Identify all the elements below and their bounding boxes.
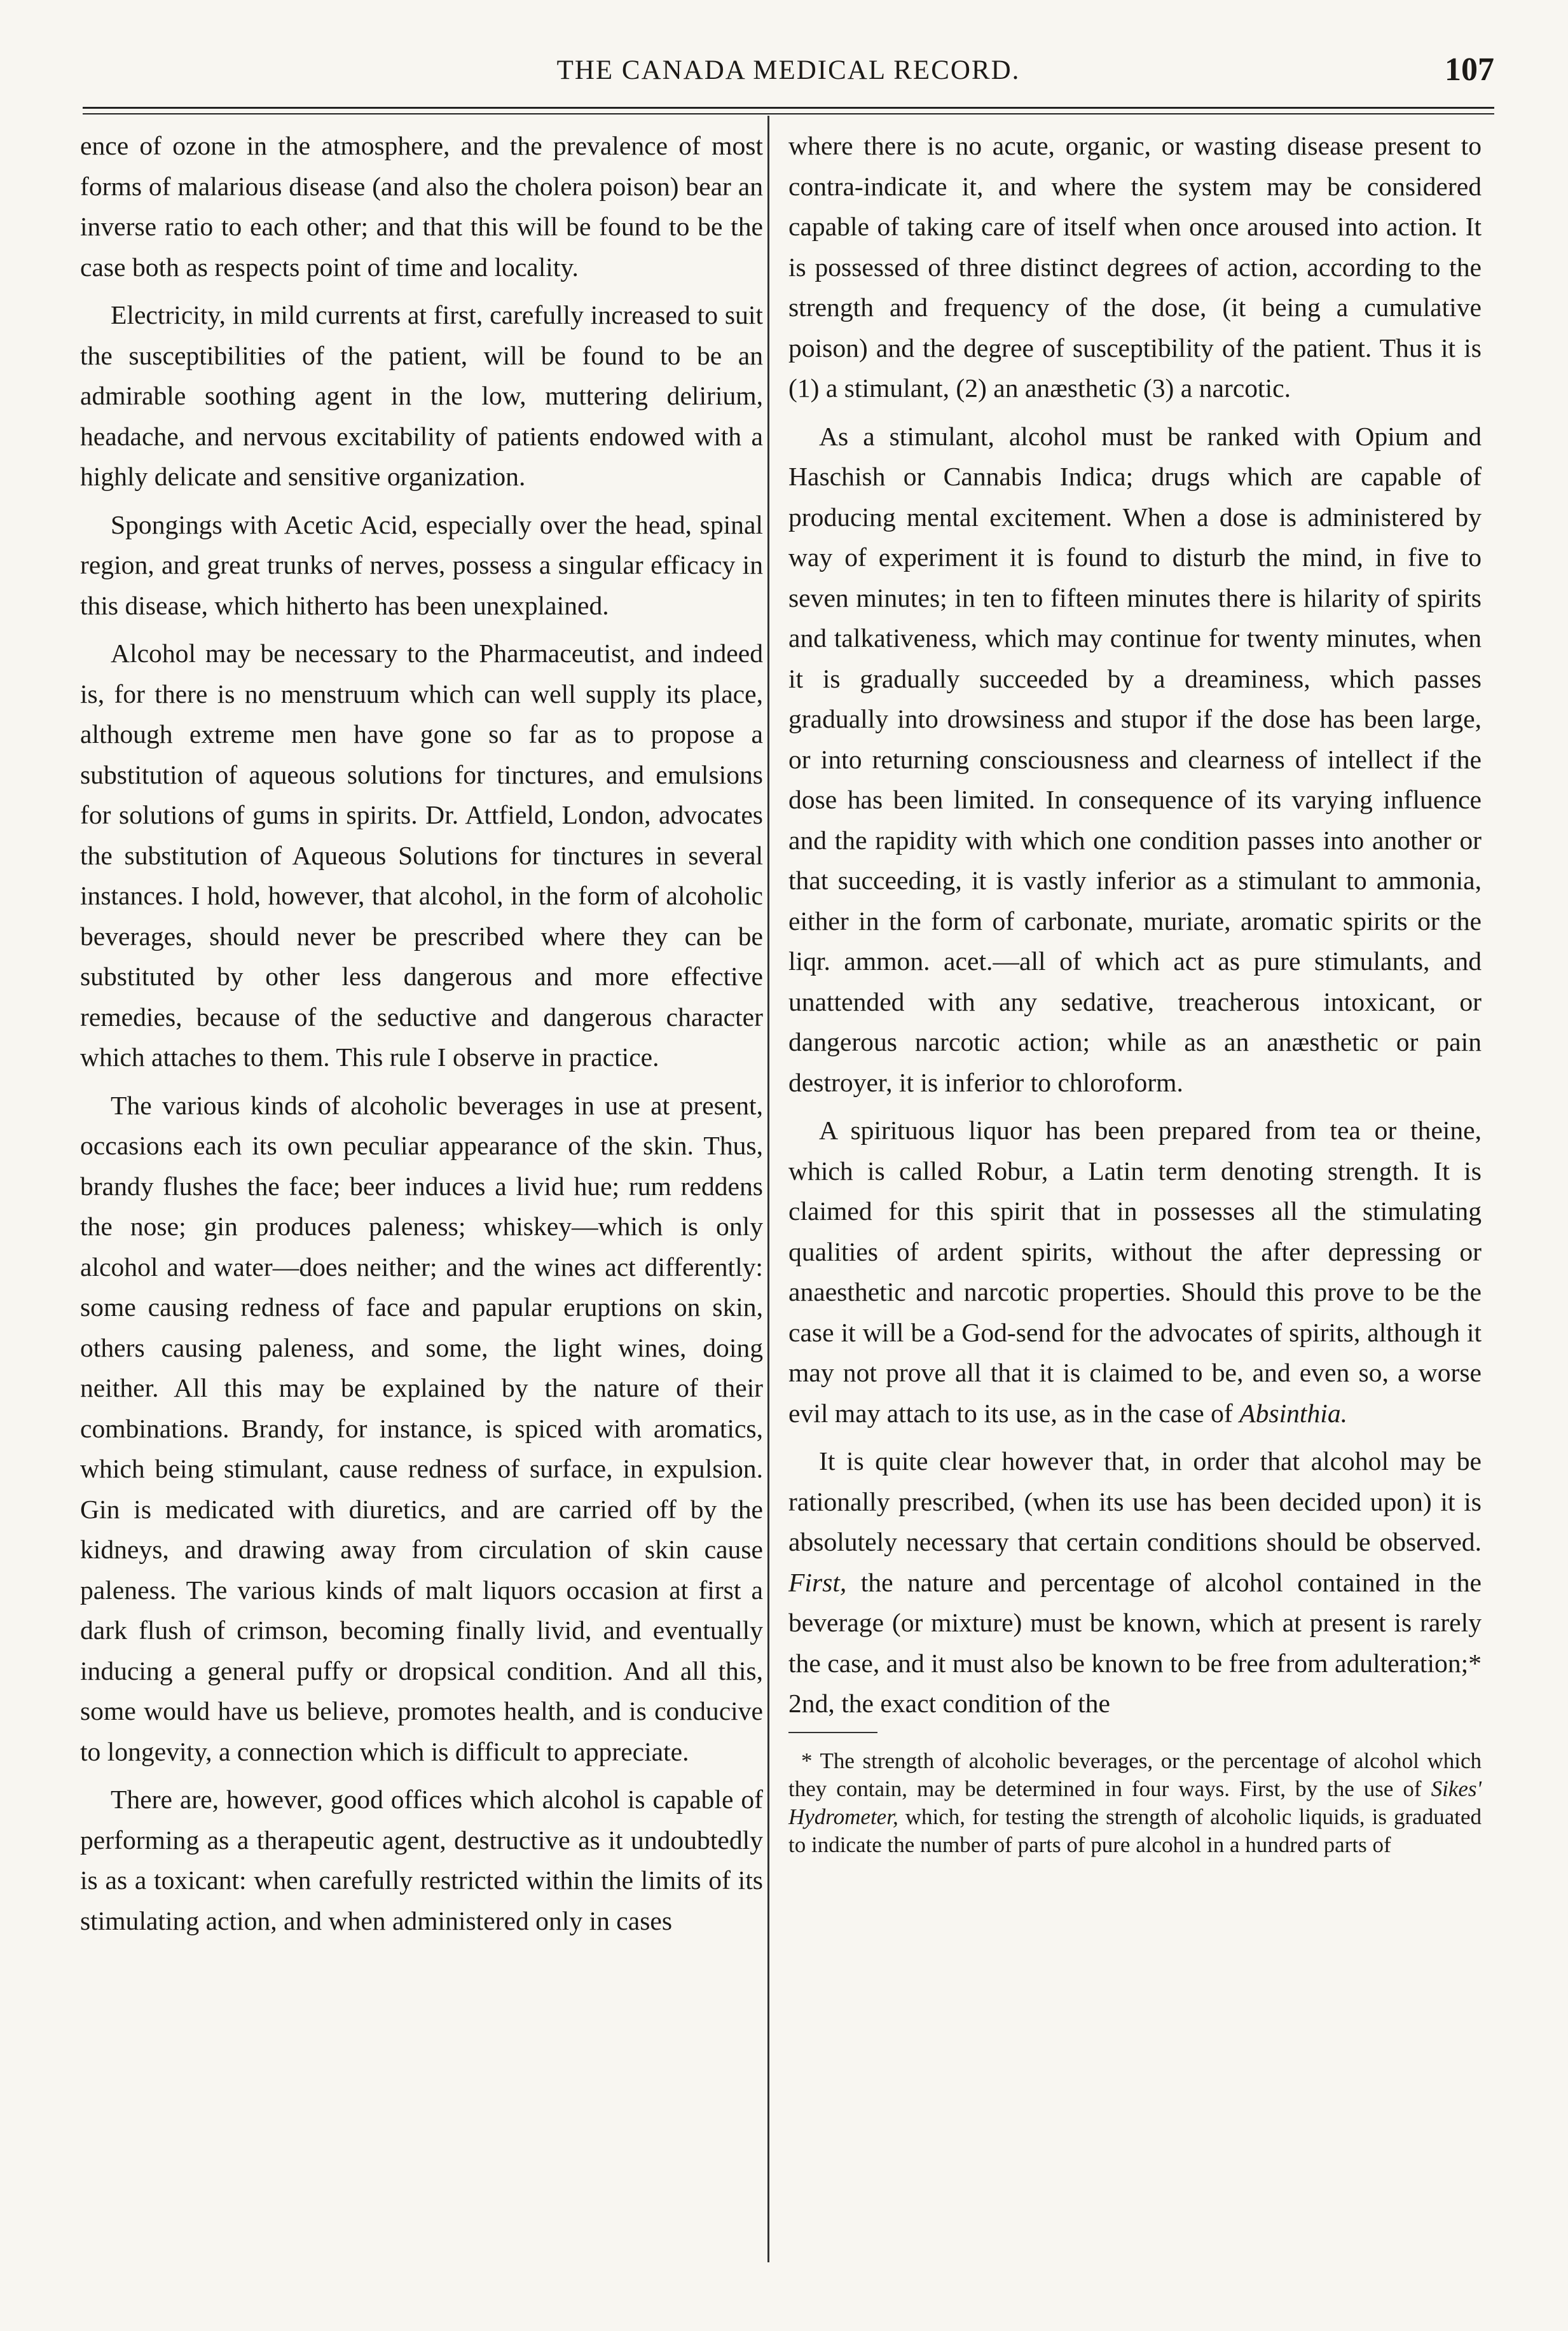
paragraph-electricity: Electricity, in mild currents at first, carefully increased to suit the susceptibilities of the patient, will be found to be an admirable soothing agent in the low, muttering delirium, headache, and nervous excitability of patients endowed with a highly delicate and sensitive organization. — [80, 300, 763, 491]
journal-title: THE CANADA MEDICAL RECORD. — [556, 55, 1021, 85]
paragraph-stimulant: As a stimulant, alcohol must be ranked with Opium and Haschish or Cannabis Indica; drugs which are capable of producing mental excitement. When a dose is administered by way of experiment it is found to disturb the mind, in five to seven minutes; in ten to fifteen minutes there is hilarity of spirits and talkativeness, which may continue for twenty minutes, when it is gradually succeeded by a dreaminess, which passes gradually into drowsiness and stupor if the dose has been large, or into returning consciousness and clearness of intellect if the dose has been limited. In consequence of its varying influence and the rapidity with which one condition passes into another or that succeeding, it is vastly inferior as a stimulant to ammonia, either in the form of carbonate, muriate, aromatic spirits or the liqr. ammon. acet.—all of which act as pure stimulants, and unattended with any sedative, treacherous intoxicant, or dangerous narcotic action; while as an anæsthetic or pain destroyer, it is inferior to chloroform. — [788, 421, 1482, 1097]
page-number: 107 — [1445, 52, 1494, 88]
paragraph-degrees-of-action: where there is no acute, organic, or wasting disease present to contra-indicate it, and where the system may be considered capable of taking care of itself when once aroused into action. It is possessed of three distinct degrees of action, according to the strength and frequency of the dose, (it being a cumulative poison) and the degree of susceptibility of the patient. Thus it is (1) a stimulant, (2) an anæsthetic (3) a narcotic. — [788, 131, 1482, 403]
footnote — [788, 1747, 1482, 1859]
paragraph-good-offices: There are, however, good offices which alcohol is capable of performing as a therapeutic agent, destructive as it undoubtedly is as a toxicant: when carefully restricted within the limits of its stimulating action, and when administered only in cases — [80, 1785, 763, 1935]
running-header — [83, 50, 1494, 94]
column-divider — [767, 116, 769, 2262]
paragraph-alcohol-pharmaceutist: Alcohol may be necessary to the Pharmaceutist, and indeed is, for there is no menstruum which can well supply its place, although extreme men have gone so far as to propose a substitution of aqueous solutions for tinctures, and emulsions for solutions of gums in spirits. Dr. Attfield, London, advocates the substitution of Aqueous Solutions for tinctures in several instances. I hold, however, that alcohol, in the form of alcoholic beverages, should never be prescribed where they can be substituted by other less dangerous and more effective remedies, because of the seductive and dangerous character which attaches to them. This rule I observe in practice. — [80, 639, 763, 1072]
paragraph-beverages-skin: The various kinds of alcoholic beverages in use at present, occasions each its own peculiar appearance of the skin. Thus, brandy flushes the face; beer induces a livid hue; rum reddens the nose; gin produces paleness; whiskey—which is only alcohol and water—does neither; and the wines act differently: some causing redness of face and papular eruptions on skin, others causing paleness, and some, the light wines, doing neither. All this may be explained by the nature of their combinations. Brandy, for instance, is spiced with aromatics, which being stimulant, cause redness of surface, in expulsion. Gin is medicated with diuretics, and are carried off by the kidneys, and drawing away from circulation of skin cause paleness. The various kinds of malt liquors occasion at first a dark flush of crimson, becoming finally livid, and eventually inducing a general puffy or dropsical condition. And all this, some would have us believe, promotes health, and is conducive to longevity, a connection which is difficult to appreciate. — [80, 1090, 763, 1766]
conditions-text-b: the nature and percentage of alcohol contained in the beverage (or mixture) must be known, which at present is rarely the case, and it must also be known to be free from adulteration;* 2nd, the exact condition of the — [788, 1567, 1482, 1718]
right-column — [788, 126, 1482, 1859]
conditions-text-a: It is quite clear however that, in order that alcohol may be rationally prescribed, (when its use has been decided upon) it is absolutely necessary that certain conditions should be observed. — [788, 1446, 1482, 1556]
paragraph-spongings: Spongings with Acetic Acid, especially over the head, spinal region, and great trunks of nerves, possess a singular efficacy in this disease, which hitherto has been unexplained. — [80, 509, 763, 620]
footnote-text-a: * The strength of alcoholic beverages, or the percentage of alcohol which they contain, may be determined in four ways. First, by the use of — [788, 1748, 1482, 1801]
paragraph-ozone: ence of ozone in the atmosphere, and the prevalence of most forms of malarious disease (and also the cholera poison) bear an inverse ratio to each other; and that this will be found to be the case both as respects point of time and locality. — [80, 131, 763, 282]
header-rule-bottom — [83, 113, 1494, 114]
header-rule-top — [83, 107, 1494, 109]
footnote-rule — [788, 1732, 877, 1733]
footnote-text-b: which, for testing the strength of alcoholic liquids, is graduated to indicate the number of parts of pure alcohol in a hundred parts of — [788, 1804, 1482, 1857]
robur-text: A spirituous liquor has been prepared from tea or theine, which is called Robur, a Latin term denoting strength. It is claimed for this spirit that in possesses all the stimulating qualities of ardent spirits, without the after depressing or anaesthetic and narcotic properties. Should this prove to be the case it will be a God-send for the advocates of spirits, although it may not prove all that it is claimed to be, and even so, a worse evil may attach to its use, as in the case of — [788, 1116, 1482, 1428]
absinthia-term: Absinthia. — [1239, 1398, 1348, 1428]
paragraph-conditions — [788, 1441, 1482, 1724]
first-term: First, — [788, 1567, 847, 1597]
hydrometer-term: Sikes' Hydrometer, — [788, 1776, 1482, 1829]
paragraph-robur — [788, 1110, 1482, 1434]
left-column — [80, 126, 763, 1949]
